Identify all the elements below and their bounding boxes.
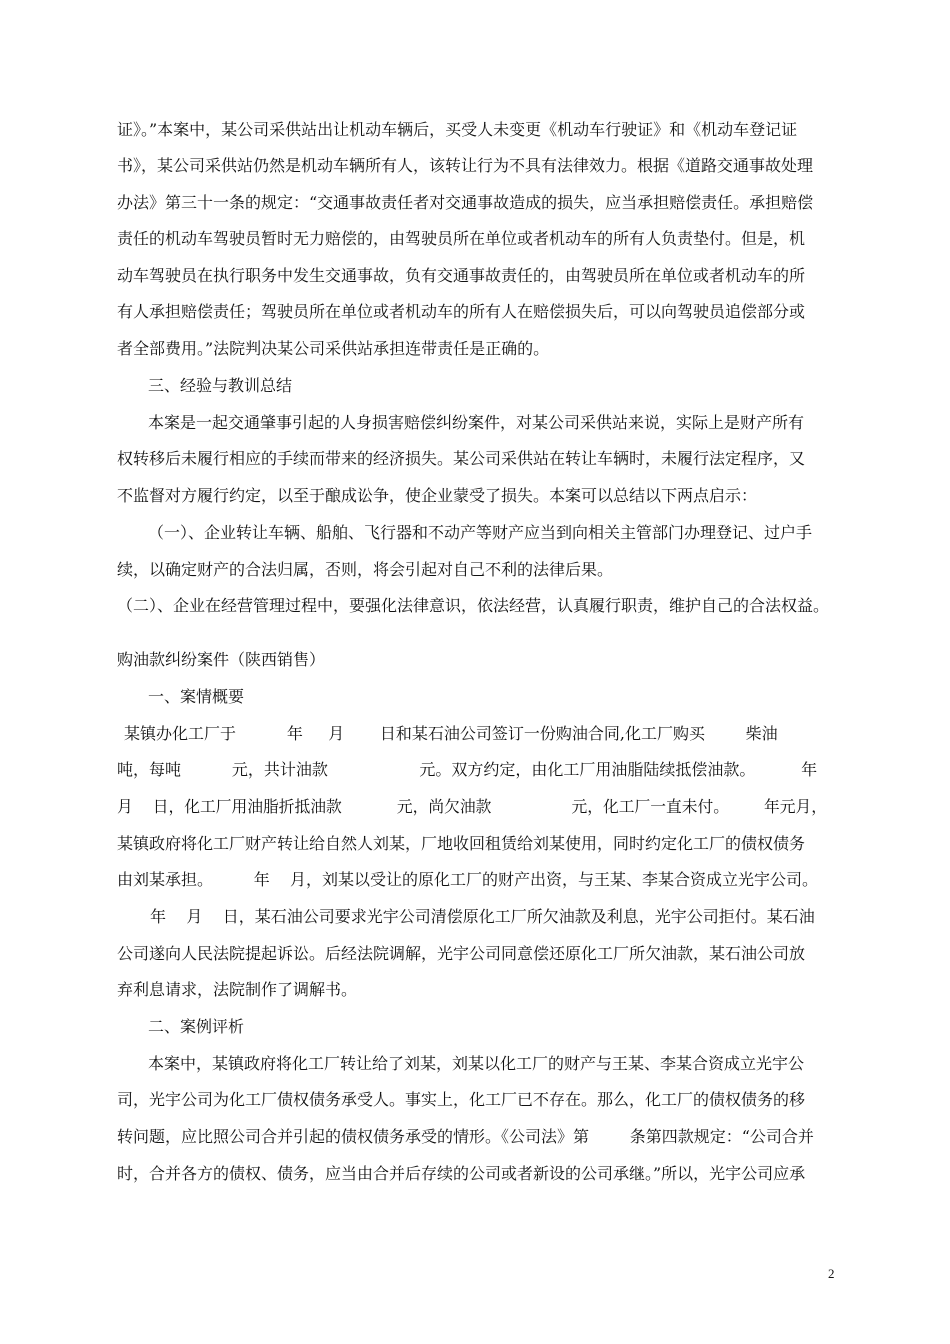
text-line: 司，光宇公司为化工厂债权债务承受人。事实上，化工厂已不存在。那么，化工厂的债权债务的移 [117, 1090, 806, 1109]
text-line: 证》。”本案中，某公司采供站出让机动车辆后，买受人未变更《机动车行驶证》和《机动车登记证 [117, 120, 798, 139]
section-heading: 三、经验与教训总结 [148, 376, 293, 395]
text-line: 本案中，某镇政府将化工厂转让给了刘某，刘某以化工厂的财产与王某、李某合资成立光宇公 [148, 1054, 805, 1073]
text-line: 书》，某公司采供站仍然是机动车辆所有人，该转让行为不具有法律效力。根据《道路交通事故处理 [117, 156, 814, 175]
case-title: 购油款纠纷案件（陕西销售） [117, 650, 326, 669]
text-line: 转问题，应比照公司合并引起的债权债务承受的情形。《公司法》第 条第四款规定：“公司合并 [117, 1127, 814, 1146]
text-line: 某镇政府将化工厂财产转让给自然人刘某，厂地收回租赁给刘某使用，同时约定化工厂的债权债务 [117, 834, 806, 853]
section-heading: 一、案情概要 [148, 687, 245, 706]
text-line: （二）、企业在经营管理过程中，要强化法律意识，依法经营，认真履行职责，维护自己的合法权益。 [117, 596, 830, 615]
text-line: 某镇办化工厂于 年 月 日和某石油公司签订一份购油合同,化工厂购买 柴油 [124, 724, 778, 743]
text-line: 时，合并各方的债权、债务，应当由合并后存续的公司或者新设的公司承继。”所以，光宇公司应承 [117, 1164, 806, 1183]
text-line: 本案是一起交通肇事引起的人身损害赔偿纠纷案件，对某公司采供站来说，实际上是财产所有 [148, 413, 805, 432]
text-line: 不监督对方履行约定，以至于酿成讼争，使企业蒙受了损失。本案可以总结以下两点启示： [117, 486, 758, 505]
text-line: 月 日，化工厂用油脂折抵油款 元，尚欠油款 元，化工厂一直未付。 年元月， [117, 797, 827, 816]
text-line: 吨，每吨 元，共计油款 元。双方约定，由化工厂用油脂陆续抵偿油款。 年 [117, 760, 818, 779]
page-number: 2 [828, 1266, 835, 1281]
text-line: 动车驾驶员在执行职务中发生交通事故，负有交通事故责任的，由驾驶员所在单位或者机动车的所 [117, 266, 806, 285]
text-line: （一）、企业转让车辆、船舶、飞行器和不动产等财产应当到向相关主管部门办理登记、过户手 [148, 523, 813, 542]
text-line: 由刘某承担。 年 月，刘某以受让的原化工厂的财产出资，与王某、李某合资成立光宇公司。 [117, 870, 819, 889]
text-line: 权转移后未履行相应的手续而带来的经济损失。某公司采供站在转让车辆时，未履行法定程序，又 [117, 449, 806, 468]
section-heading: 二、案例评析 [148, 1017, 245, 1036]
text-line: 弃利息请求，法院制作了调解书。 [117, 980, 358, 999]
text-line: 年 月 日，某石油公司要求光宇公司清偿原化工厂所欠油款及利息，光宇公司拒付。某石油 [150, 907, 815, 926]
text-line: 办法》第三十一条的规定：“交通事故责任者对交通事故造成的损失，应当承担赔偿责任。承担赔偿 [117, 193, 814, 212]
text-line: 公司遂向人民法院提起诉讼。后经法院调解，光宇公司同意偿还原化工厂所欠油款，某石油公司放 [117, 944, 806, 963]
text-line: 责任的机动车驾驶员暂时无力赔偿的，由驾驶员所在单位或者机动车的所有人负责垫付。但是，机 [117, 229, 806, 248]
text-line: 者全部费用。”法院判决某公司采供站承担连带责任是正确的。 [117, 339, 550, 358]
text-line: 续，以确定财产的合法归属，否则，将会引起对自己不利的法律后果。 [117, 560, 614, 579]
text-line: 有人承担赔偿责任；驾驶员所在单位或者机动车的所有人在赔偿损失后，可以向驾驶员追偿部分或 [117, 302, 806, 321]
